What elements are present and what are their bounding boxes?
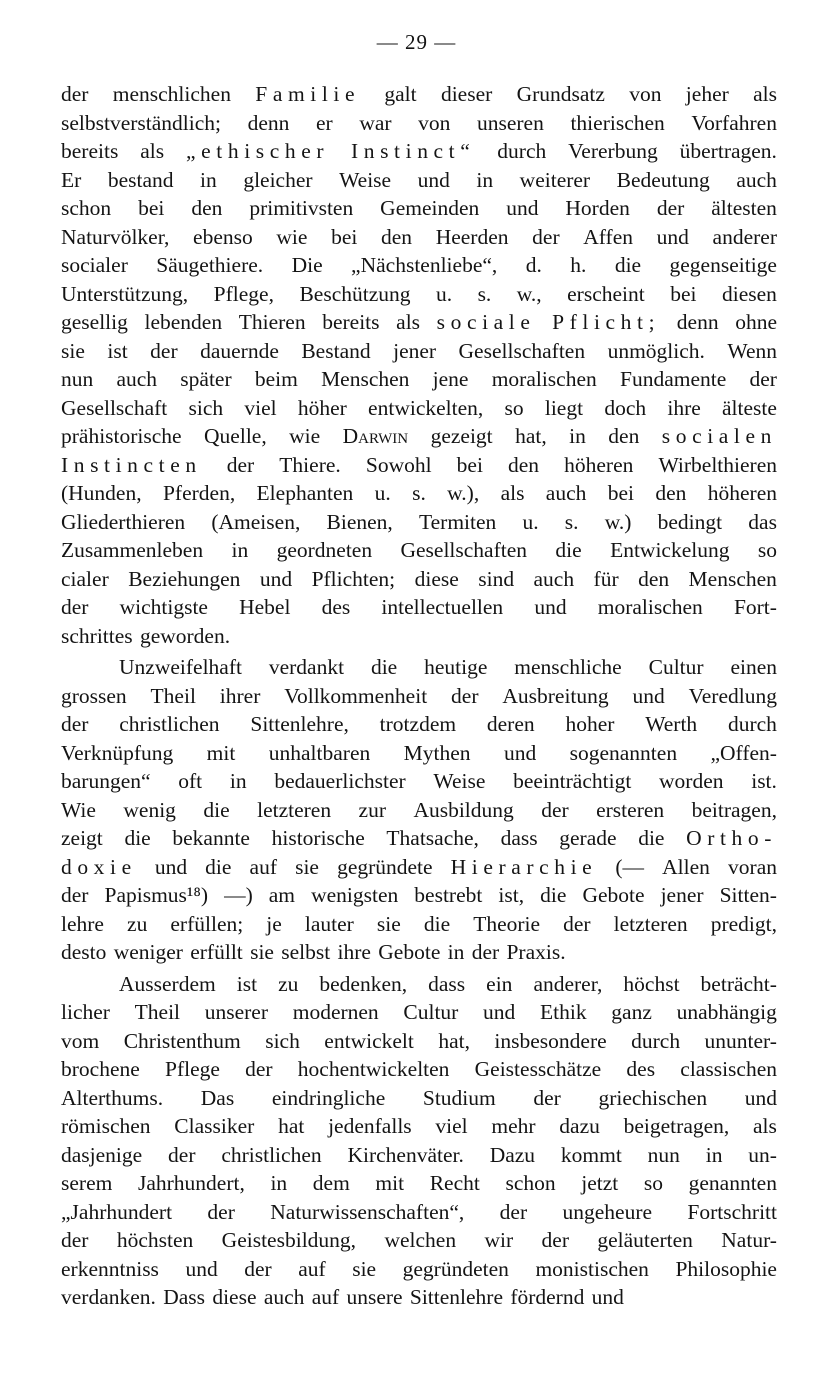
text-line: Ausserdem ist zu bedenken, dass ein anderer, höchst beträcht- (119, 971, 777, 996)
text-line: vom Christenthum sich entwickelt hat, insbesondere durch ununter- (61, 1028, 777, 1053)
text-line: zeigt die bekannte historische Thatsache, dass gerade die Ortho- (61, 826, 777, 850)
text-line: römischen Classiker hat jedenfalls viel mehr dazu beigetragen, als (61, 1114, 777, 1138)
text-line: Gliederthieren (Ameisen, Bienen, Termiten u. s. w.) bedingt das (61, 509, 777, 534)
text-line: Instincten der Thiere. Sowohl bei den höheren Wirbelthieren (61, 452, 777, 477)
text-line: Gesellschaft sich viel höher entwickelten, so liegt doch ihre älteste (61, 395, 777, 420)
text-line: barungen“ oft in bedauerlichster Weise beeinträchtigt worden ist. (61, 769, 777, 793)
text-line: Alterthums. Das eindringliche Studium der griechischen und (61, 1085, 777, 1110)
page-body-text (61, 80, 777, 1312)
text-line: prähistorische Quelle, wie Darwin gezeigt hat, in den socialen (61, 424, 777, 448)
text-line: der menschlichen Familie galt dieser Grundsatz von jeher als (61, 82, 777, 106)
text-line: schrittes geworden. (61, 623, 231, 648)
text-line: „Jahrhundert der Naturwissenschaften“, der ungeheure Fortschritt (61, 1199, 777, 1224)
text-line: der wichtigste Hebel des intellectuellen und moralischen Fort- (61, 595, 777, 619)
text-line: socialer Säugethiere. Die „Nächstenliebe“, d. h. die gegenseitige (61, 253, 777, 277)
text-line: nun auch später beim Menschen jene moralischen Fundamente der (61, 367, 777, 391)
text-line: gesellig lebenden Thieren bereits als sociale Pflicht; denn ohne (61, 310, 777, 334)
text-line: selbstverständlich; denn er war von unseren thierischen Vorfahren (61, 110, 777, 135)
text-line: Er bestand in gleicher Weise und in weiterer Bedeutung auch (61, 167, 777, 192)
text-line: der höchsten Geistesbildung, welchen wir der geläuterten Natur- (61, 1228, 777, 1252)
text-line: serem Jahrhundert, in dem mit Recht schon jetzt so genannten (61, 1171, 777, 1195)
text-line: bereits als „ethischer Instinct“ durch Vererbung übertragen. (61, 139, 777, 163)
text-line: cialer Beziehungen und Pflichten; diese sind auch für den Menschen (61, 566, 777, 591)
text-line: Unzweifelhaft verdankt die heutige menschliche Cultur einen (119, 655, 777, 679)
page-number: — 29 — (376, 30, 457, 54)
text-line: Zusammenleben in geordneten Gesellschaften die Entwickelung so (61, 538, 777, 562)
text-line: desto weniger erfüllt sie selbst ihre Gebote in der Praxis. (61, 940, 566, 964)
text-line: licher Theil unserer modernen Cultur und Ethik ganz unabhängig (61, 1000, 777, 1024)
text-line: grossen Theil ihrer Vollkommenheit der Ausbreitung und Veredlung (61, 683, 777, 708)
text-line: brochene Pflege der hochentwickelten Geistesschätze des classischen (61, 1057, 777, 1081)
text-line: der Papismus¹⁸) —) am wenigsten bestrebt ist, die Gebote jener Sitten- (61, 883, 777, 907)
text-line: Verknüpfung mit unhaltbaren Mythen und sogenannten „Offen- (61, 740, 777, 765)
text-line: (Hunden, Pferden, Elephanten u. s. w.), als auch bei den höheren (61, 481, 777, 505)
text-line: Wie wenig die letzteren zur Ausbildung der ersteren beitragen, (61, 797, 777, 822)
text-line: schon bei den primitivsten Gemeinden und Horden der ältesten (61, 196, 777, 220)
text-line: dasjenige der christlichen Kirchenväter. Dazu kommt nun in un- (61, 1142, 777, 1167)
text-line: erkenntniss und der auf sie gegründeten monistischen Philosophie (61, 1256, 777, 1281)
text-line: sie ist der dauernde Bestand jener Gesellschaften unmöglich. Wenn (61, 338, 777, 363)
text-line: Unterstützung, Pflege, Beschützung u. s. w., erscheint bei diesen (61, 281, 777, 306)
text-line: lehre zu erfüllen; je lauter sie die Theorie der letzteren predigt, (61, 911, 777, 936)
text-line: der christlichen Sittenlehre, trotzdem deren hoher Werth durch (61, 712, 777, 736)
text-line: doxie und die auf sie gegründete Hierarchie (— Allen voran (61, 854, 777, 879)
text-line: Naturvölker, ebenso wie bei den Heerden der Affen und anderer (61, 224, 777, 249)
text-line: verdanken. Dass diese auch auf unsere Sittenlehre fördernd und (61, 1285, 624, 1309)
